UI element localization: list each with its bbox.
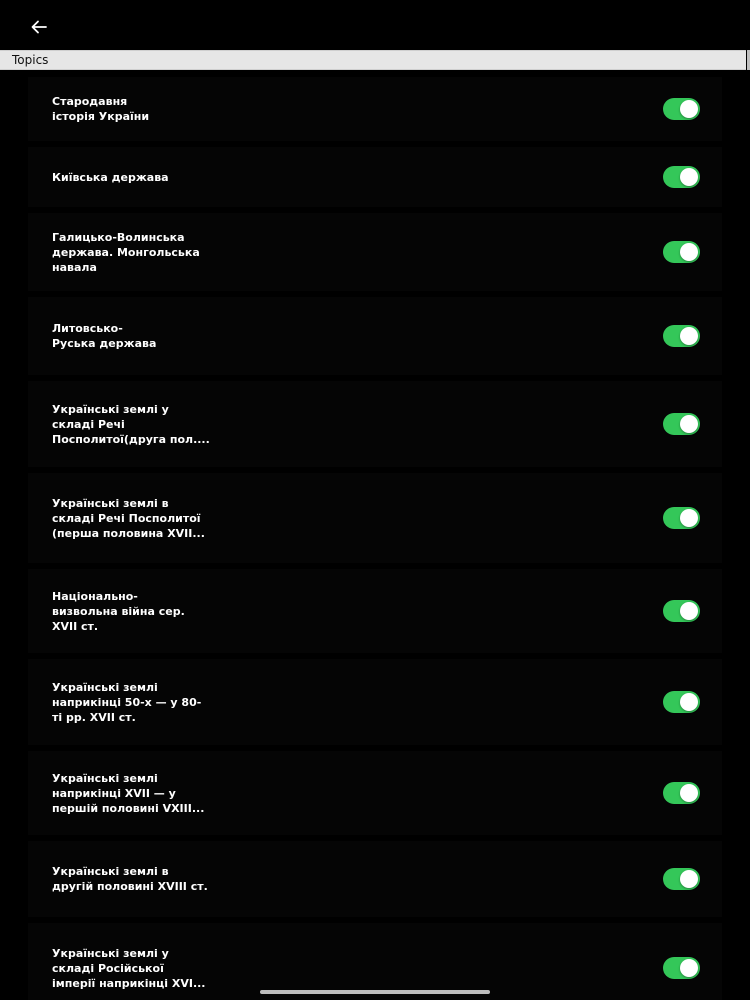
- topic-label: [52, 680, 202, 725]
- topic-toggle[interactable]: [663, 98, 700, 120]
- topic-label-line: історія України: [52, 110, 150, 123]
- topic-toggle[interactable]: [663, 507, 700, 529]
- topic-label-line: Стародавня: [52, 95, 128, 108]
- topic-label-line: Київська держава: [52, 171, 169, 184]
- topic-row[interactable]: [28, 147, 722, 207]
- topic-row[interactable]: [28, 569, 722, 653]
- topic-label: [52, 402, 210, 447]
- topic-label-line: Українські землі у: [52, 403, 169, 416]
- topic-label: [52, 230, 200, 275]
- topic-toggle[interactable]: [663, 325, 700, 347]
- topic-label-line: ті рр. XVII ст.: [52, 711, 136, 724]
- topic-row[interactable]: [28, 751, 722, 835]
- home-indicator[interactable]: [260, 990, 490, 994]
- topic-label: [52, 170, 192, 185]
- topic-label-line: Галицько-Волинська: [52, 231, 185, 244]
- topic-row[interactable]: [28, 213, 722, 291]
- topic-label-line: навала: [52, 261, 97, 274]
- topic-label-line: Українські землі в: [52, 497, 169, 510]
- toggle-knob: [680, 693, 698, 711]
- toggle-knob: [680, 959, 698, 977]
- topic-label: [52, 94, 192, 124]
- topic-label: [52, 771, 205, 816]
- top-bar: [0, 0, 750, 50]
- topic-label-line: Українські землі: [52, 681, 158, 694]
- topic-label-line: Українські землі: [52, 772, 158, 785]
- topic-toggle[interactable]: [663, 241, 700, 263]
- topic-label-line: Національно-: [52, 590, 138, 603]
- topic-row[interactable]: [28, 473, 722, 563]
- topic-label-line: складі Речі: [52, 418, 125, 431]
- toggle-knob: [680, 243, 698, 261]
- toggle-knob: [680, 415, 698, 433]
- toggle-knob: [680, 784, 698, 802]
- topic-label-line: Руська держава: [52, 337, 157, 350]
- toggle-knob: [680, 327, 698, 345]
- toggle-knob: [680, 168, 698, 186]
- topic-row[interactable]: [28, 297, 722, 375]
- toggle-knob: [680, 870, 698, 888]
- topic-toggle[interactable]: [663, 413, 700, 435]
- topic-label-line: наприкінці 50-х — у 80-: [52, 696, 202, 709]
- toggle-knob: [680, 602, 698, 620]
- back-button[interactable]: [24, 12, 54, 42]
- topic-label-line: першій половині VXIII...: [52, 802, 205, 815]
- topic-label: [52, 864, 208, 894]
- topic-toggle[interactable]: [663, 957, 700, 979]
- toggle-knob: [680, 509, 698, 527]
- topic-label-line: складі Речі Посполитої: [52, 512, 201, 525]
- topic-row[interactable]: [28, 841, 722, 917]
- topic-label-line: держава. Монгольська: [52, 246, 200, 259]
- topic-toggle[interactable]: [663, 782, 700, 804]
- arrow-left-icon: [31, 20, 47, 34]
- topic-label-line: Українські землі у: [52, 947, 169, 960]
- topic-label-line: XVII ст.: [52, 620, 99, 633]
- topic-label: [52, 946, 206, 991]
- topic-label-line: другій половині XVIII ст.: [52, 880, 208, 893]
- topic-label-line: (перша половина XVII...: [52, 527, 205, 540]
- topic-row[interactable]: [28, 381, 722, 467]
- topic-label-line: Українські землі в: [52, 865, 169, 878]
- topic-label-line: Литовсько-: [52, 322, 123, 335]
- toggle-knob: [680, 100, 698, 118]
- topic-label-line: наприкінці XVII — у: [52, 787, 176, 800]
- topic-row[interactable]: [28, 77, 722, 141]
- topic-toggle[interactable]: [663, 691, 700, 713]
- topic-label-line: складі Російської: [52, 962, 164, 975]
- topic-row[interactable]: [28, 923, 722, 1000]
- topic-toggle[interactable]: [663, 868, 700, 890]
- topic-label: [52, 589, 192, 634]
- topic-row[interactable]: [28, 659, 722, 745]
- topic-label-line: Посполитої(друга пол....: [52, 433, 210, 446]
- topic-label-line: визвольна війна сер.: [52, 605, 185, 618]
- topic-toggle[interactable]: [663, 600, 700, 622]
- topic-label: [52, 321, 192, 351]
- topic-label: [52, 496, 205, 541]
- section-header: [0, 50, 746, 70]
- section-header-title: Topics: [12, 53, 49, 67]
- topic-toggle[interactable]: [663, 166, 700, 188]
- topic-label-line: імперії наприкінці XVI...: [52, 977, 206, 990]
